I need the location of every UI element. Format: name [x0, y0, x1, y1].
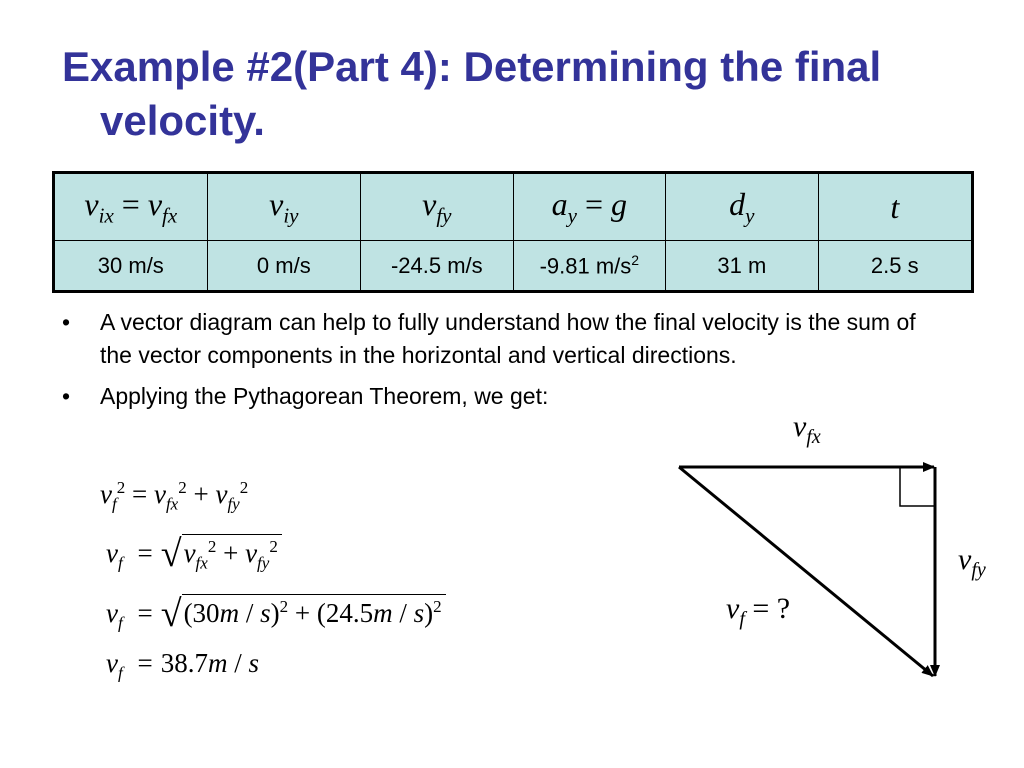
- value-dy: 31 m: [666, 241, 818, 292]
- title-line-1: Example #2(Part 4): Determining the final: [62, 43, 882, 90]
- value-t: 2.5 s: [818, 241, 972, 292]
- equation-4: $v_f = 38.7m / s$: [106, 648, 259, 683]
- vf-resultant-vector: [679, 467, 933, 676]
- title-line-2: velocity.: [100, 97, 265, 144]
- bullet-pythagorean: • Applying the Pythagorean Theorem, we get:: [62, 380, 962, 413]
- header-t: t: [818, 173, 972, 241]
- header-dy: $d_y$: [666, 173, 818, 241]
- label-vfy: $v_{fy}$: [958, 543, 986, 581]
- value-vx: 30 m/s: [54, 241, 208, 292]
- radical-sign: √: [160, 593, 182, 635]
- equation-2: $v_f = √v_{fx}^2 + v_{fy}^2$: [106, 532, 282, 576]
- header-vix-vfx: $v_{ix} = v_{fx}$: [54, 173, 208, 241]
- label-vfx: $v_{fx}$: [793, 410, 821, 448]
- header-vfy: $v_{fy}$: [361, 173, 514, 241]
- header-ay-g: $a_y = g$: [513, 173, 666, 241]
- label-vf: $v_f$ = ?: [726, 592, 791, 630]
- equation-3: $v_f = √(30m / s)^2 + (24.5m / s)^2$: [106, 592, 446, 636]
- value-ay: -9.81 $m/s^2$: [513, 241, 666, 292]
- radical-sign: √: [160, 533, 182, 575]
- value-vfy: -24.5 m/s: [361, 241, 514, 292]
- right-angle-marker: [900, 467, 935, 506]
- equation-1: $v_f^2 = v_{fx}^2 + v_{fy}^2$: [100, 478, 249, 514]
- value-viy: 0 m/s: [207, 241, 360, 292]
- header-viy: $v_{iy}$: [207, 173, 360, 241]
- bullet-vector-diagram: • A vector diagram can help to fully understand how the final velocity is the sum of the vector components in the horizontal and vertical directions.: [62, 306, 950, 372]
